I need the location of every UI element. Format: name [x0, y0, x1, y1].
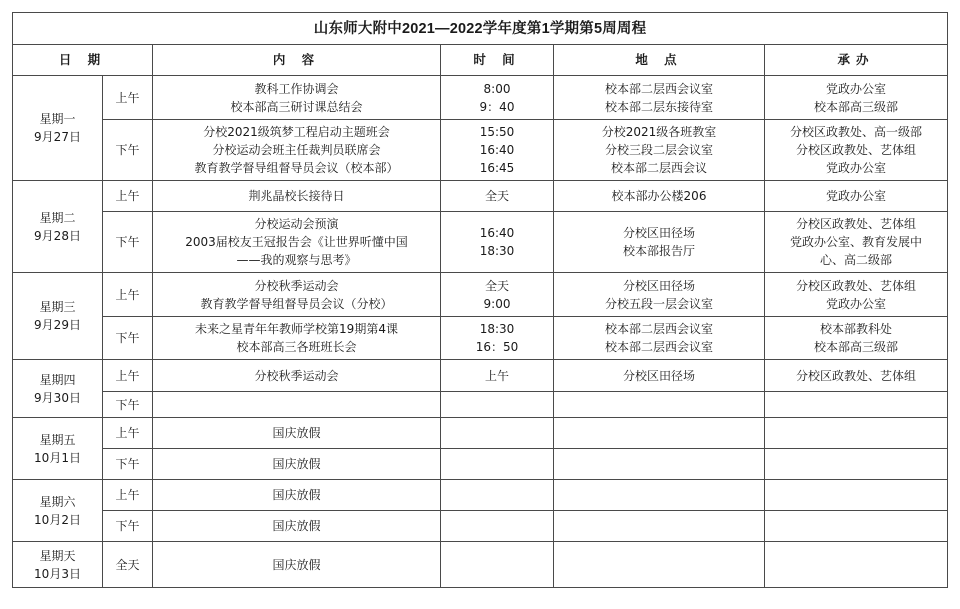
time-line: 上午 — [484, 368, 509, 383]
content-cell — [153, 418, 441, 449]
time-line: 15:50 — [479, 125, 515, 139]
date-label: 9月28日 — [34, 228, 81, 243]
content-line: 教育教学督导组督导员会议（分校） — [200, 296, 393, 311]
place-line: 分校区田径场 — [622, 278, 695, 293]
place-line: 分校五段一层会议室 — [604, 296, 713, 311]
host-line: 党政办公室 — [826, 81, 887, 96]
time-cell — [441, 542, 554, 588]
content-line: 分校2021级筑梦工程启动主题班会 — [203, 125, 390, 139]
schedule-body — [13, 76, 948, 588]
content-line: 未来之星青年年教师学校第19期第4课 — [195, 322, 398, 336]
header-time: 时 间 — [441, 45, 554, 76]
day-cell — [13, 418, 103, 480]
host-line: 分校区政教处、艺体组 — [796, 143, 917, 157]
time-line: 16:40 — [479, 226, 515, 240]
content-cell — [153, 449, 441, 480]
host-cell — [765, 273, 948, 317]
host-cell — [765, 181, 948, 212]
host-cell — [765, 392, 948, 418]
header-place: 地 点 — [554, 45, 765, 76]
host-line: 党政办公室、教育发展中 — [790, 235, 923, 249]
place-line: 校本部二层西会议室 — [604, 340, 713, 354]
date-label: 9月30日 — [34, 390, 81, 405]
period-cell: 上午 — [103, 76, 153, 120]
place-cell — [554, 317, 765, 360]
content-line: 2003届校友王冠报告会《让世界听懂中国 — [185, 235, 408, 249]
host-cell — [765, 480, 948, 511]
time-line: 16:40 — [479, 143, 515, 157]
host-line: 校本部高三级部 — [814, 99, 899, 114]
header-row — [13, 45, 948, 76]
period-cell: 上午 — [103, 418, 153, 449]
period-cell: 下午 — [103, 392, 153, 418]
host-cell — [765, 511, 948, 542]
period-cell: 下午 — [103, 317, 153, 360]
place-line: 校本部二层西会议室 — [604, 81, 713, 96]
weekday-label: 星期天 — [39, 548, 76, 563]
session-row — [13, 480, 948, 511]
content-line: 教育教学督导组督导员会议（校本部） — [194, 161, 399, 175]
content-cell — [153, 542, 441, 588]
session-row — [13, 360, 948, 392]
time-line: 全天 — [484, 278, 509, 293]
session-row — [13, 181, 948, 212]
host-line: 党政办公室 — [826, 189, 887, 203]
time-cell — [441, 511, 554, 542]
period-cell: 下午 — [103, 511, 153, 542]
weekday-label: 星期一 — [39, 112, 76, 126]
place-cell — [554, 449, 765, 480]
place-cell — [554, 181, 765, 212]
place-cell — [554, 212, 765, 273]
session-row — [13, 76, 948, 120]
header-host: 承办 — [765, 45, 948, 76]
content-line: 分校秋季运动会 — [254, 368, 339, 383]
period-cell: 下午 — [103, 449, 153, 480]
time-cell — [441, 273, 554, 317]
header-content: 内 容 — [153, 45, 441, 76]
time-cell — [441, 360, 554, 392]
content-line: 校本部高三研讨课总结会 — [230, 99, 363, 114]
time-cell — [441, 317, 554, 360]
day-cell — [13, 76, 103, 181]
content-cell — [153, 317, 441, 360]
session-row — [13, 449, 948, 480]
period-cell: 上午 — [103, 273, 153, 317]
content-line: 国庆放假 — [272, 557, 321, 572]
time-cell — [441, 480, 554, 511]
content-cell — [153, 181, 441, 212]
period-cell: 下午 — [103, 120, 153, 181]
place-line: 分校区田径场 — [622, 226, 695, 240]
session-row — [13, 392, 948, 418]
place-line: 校本部二层东接待室 — [604, 99, 713, 114]
period-cell: 上午 — [103, 181, 153, 212]
weekday-label: 星期二 — [39, 210, 76, 225]
date-label: 10月2日 — [34, 512, 81, 527]
place-line: 校本部二层西会议室 — [604, 322, 713, 336]
session-row — [13, 120, 948, 181]
host-cell — [765, 360, 948, 392]
place-line: 校本部二层西会议 — [610, 161, 707, 175]
place-cell — [554, 120, 765, 181]
time-cell — [441, 392, 554, 418]
content-cell — [153, 360, 441, 392]
place-cell — [554, 273, 765, 317]
date-label: 9月27日 — [34, 130, 81, 144]
time-line: 18:30 — [479, 244, 515, 258]
time-line: 16：50 — [475, 340, 519, 354]
content-line: 国庆放假 — [272, 519, 321, 533]
host-cell — [765, 317, 948, 360]
session-row — [13, 511, 948, 542]
host-line: 分校区政教处、艺体组 — [796, 217, 917, 231]
weekly-schedule-table — [12, 12, 948, 588]
host-line: 分校区政教处、高一级部 — [790, 125, 923, 139]
time-cell — [441, 120, 554, 181]
content-line: ——我的观察与思考》 — [236, 253, 357, 267]
place-line: 分校区田径场 — [622, 368, 695, 383]
session-row — [13, 542, 948, 588]
time-line: 18:30 — [479, 322, 515, 336]
content-line: 国庆放假 — [272, 457, 321, 471]
host-cell — [765, 212, 948, 273]
session-row — [13, 212, 948, 273]
content-line: 荆兆晶校长接待日 — [248, 189, 345, 203]
host-line: 心、高二级部 — [820, 253, 893, 267]
content-cell — [153, 480, 441, 511]
content-line: 国庆放假 — [272, 426, 321, 440]
time-cell — [441, 449, 554, 480]
place-cell — [554, 360, 765, 392]
place-line: 校本部办公楼206 — [611, 189, 707, 203]
period-cell: 全天 — [103, 542, 153, 588]
place-cell — [554, 480, 765, 511]
header-date: 日 期 — [13, 45, 153, 76]
weekday-label: 星期六 — [39, 494, 76, 509]
host-cell — [765, 449, 948, 480]
period-cell: 上午 — [103, 480, 153, 511]
content-cell — [153, 120, 441, 181]
content-line: 分校秋季运动会 — [254, 278, 339, 293]
content-cell — [153, 273, 441, 317]
content-cell — [153, 511, 441, 542]
time-cell — [441, 181, 554, 212]
content-line: 教科工作协调会 — [254, 81, 339, 96]
place-cell — [554, 511, 765, 542]
date-label: 10月3日 — [34, 566, 81, 581]
day-cell — [13, 181, 103, 273]
date-label: 9月29日 — [34, 318, 81, 332]
place-cell — [554, 392, 765, 418]
time-cell — [441, 76, 554, 120]
host-line: 分校区政教处、艺体组 — [796, 368, 917, 383]
time-line: 8:00 — [483, 81, 511, 96]
content-line: 校本部高三各班班长会 — [236, 340, 357, 354]
host-line: 校本部教科处 — [820, 322, 893, 336]
session-row — [13, 317, 948, 360]
host-cell — [765, 542, 948, 588]
time-line: 9：40 — [479, 99, 515, 114]
weekday-label: 星期三 — [39, 300, 76, 314]
schedule-title: 山东师大附中2021—2022学年度第1学期第5周周程 — [13, 13, 948, 45]
host-line: 党政办公室 — [826, 296, 887, 311]
time-cell — [441, 418, 554, 449]
host-line: 校本部高三级部 — [814, 340, 899, 354]
day-cell — [13, 542, 103, 588]
host-cell — [765, 76, 948, 120]
session-row — [13, 418, 948, 449]
content-line: 国庆放假 — [272, 488, 321, 502]
period-cell: 下午 — [103, 212, 153, 273]
time-line: 16:45 — [479, 161, 515, 175]
host-cell — [765, 418, 948, 449]
day-cell — [13, 480, 103, 542]
host-cell — [765, 120, 948, 181]
place-line: 分校三段二层会议室 — [604, 143, 713, 157]
host-line: 党政办公室 — [826, 161, 887, 175]
date-label: 10月1日 — [34, 450, 81, 465]
weekday-label: 星期五 — [39, 432, 76, 447]
content-line: 分校运动会班主任裁判员联席会 — [212, 143, 381, 157]
content-cell — [153, 76, 441, 120]
time-line: 9:00 — [483, 296, 511, 311]
place-cell — [554, 76, 765, 120]
content-line: 分校运动会预演 — [254, 217, 339, 231]
weekday-label: 星期四 — [39, 372, 76, 387]
day-cell — [13, 273, 103, 360]
content-cell — [153, 392, 441, 418]
place-cell — [554, 542, 765, 588]
session-row — [13, 273, 948, 317]
day-cell — [13, 360, 103, 418]
time-line: 全天 — [484, 189, 509, 203]
time-cell — [441, 212, 554, 273]
place-cell — [554, 418, 765, 449]
host-line: 分校区政教处、艺体组 — [796, 278, 917, 293]
place-line: 分校2021级各班教室 — [601, 125, 717, 139]
period-cell: 上午 — [103, 360, 153, 392]
content-cell — [153, 212, 441, 273]
place-line: 校本部报告厅 — [622, 244, 695, 258]
